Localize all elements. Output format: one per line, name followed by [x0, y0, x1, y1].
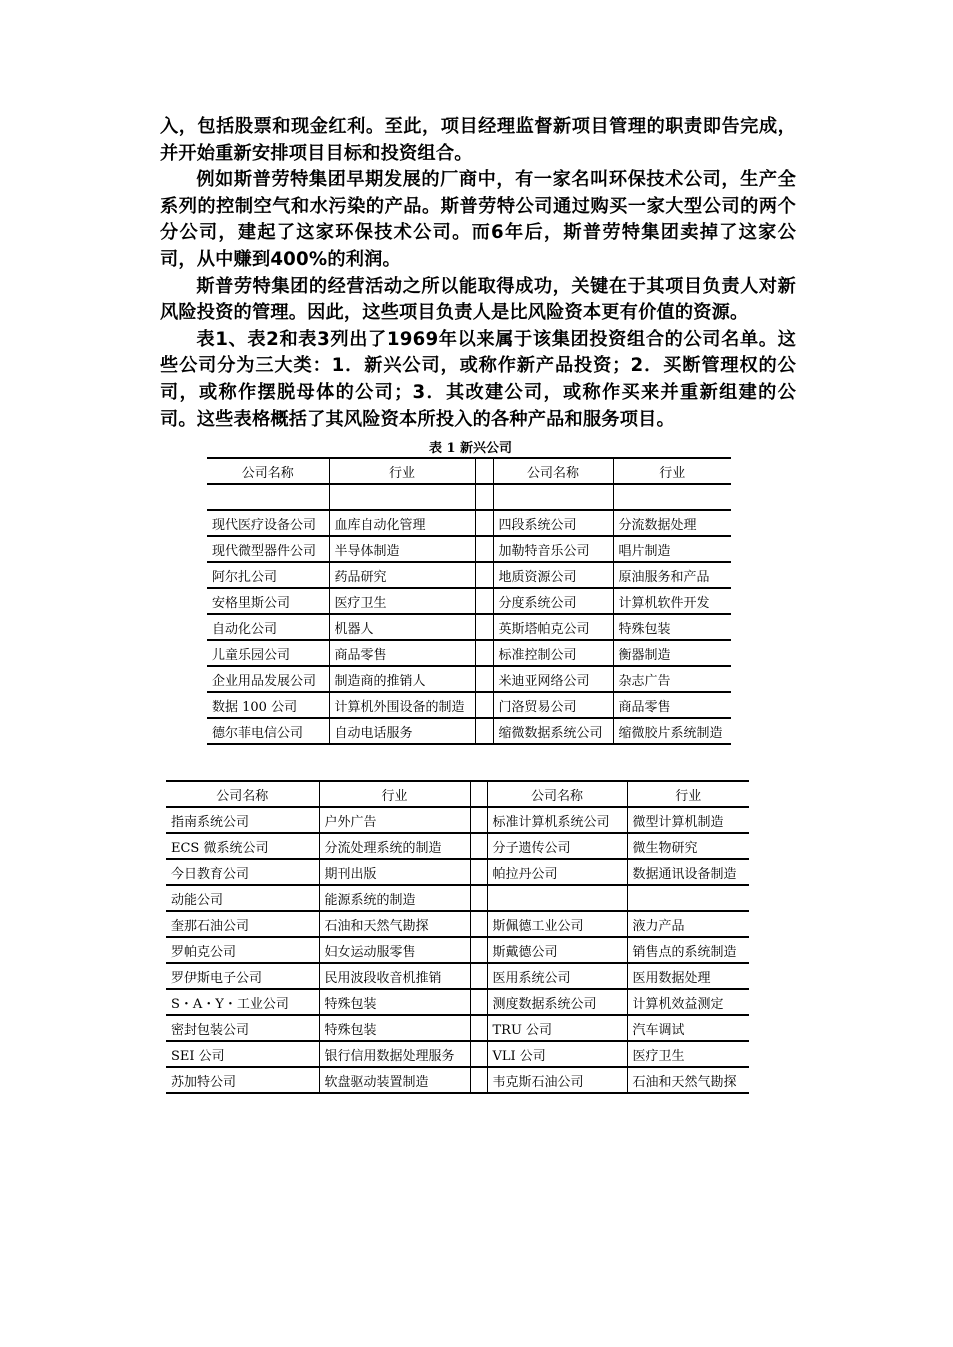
table-cell: VLI 公司 — [487, 1041, 627, 1067]
header-cell: 行业 — [329, 458, 475, 484]
table-cell: 米迪亚网络公司 — [493, 666, 613, 692]
column-gap — [475, 718, 493, 744]
table-row — [207, 510, 731, 536]
table-cell: 妇女运动服零售 — [319, 937, 470, 963]
table-cell: 自动电话服务 — [329, 718, 475, 744]
table-cell: 唱片制造 — [613, 536, 731, 562]
paragraph-2: 例如斯普劳特集团早期发展的厂商中，有一家名叫环保技术公司，生产全系列的控制空气和水污染的产品。斯普劳特公司通过购买一家大型公司的两个分公司，建起了这家环保技术公司。而6年后，斯普劳特集团卖掉了这家公司，从中赚到400%的利润。 — [160, 169, 796, 270]
table-header-row — [207, 458, 731, 484]
table-cell: S・A・Y・工业公司 — [166, 989, 319, 1015]
table-cell: 指南系统公司 — [166, 807, 319, 833]
table-cell: 罗帕克公司 — [166, 937, 319, 963]
column-gap — [475, 666, 493, 692]
table-cell: 药品研究 — [329, 562, 475, 588]
table-cell: 密封包装公司 — [166, 1015, 319, 1041]
table-cell: SEI 公司 — [166, 1041, 319, 1067]
table-cell: 银行信用数据处理服务 — [319, 1041, 470, 1067]
table-cell: 血库自动化管理 — [329, 510, 475, 536]
table-row — [166, 1041, 749, 1067]
table-cell: TRU 公司 — [487, 1015, 627, 1041]
table-cell: 分子遗传公司 — [487, 833, 627, 859]
column-gap — [470, 859, 487, 885]
table-row — [166, 833, 749, 859]
body-text — [160, 114, 796, 433]
table-cell: 医疗卫生 — [627, 1041, 749, 1067]
column-gap — [470, 1067, 487, 1093]
table-cell: 动能公司 — [166, 885, 319, 911]
paragraph-3: 斯普劳特集团的经营活动之所以能取得成功，关键在于其项目负责人对新风险投资的管理。因此，这些项目负责人是比风险资本更有价值的资源。 — [160, 275, 796, 324]
table-cell: 计算机效益测定 — [627, 989, 749, 1015]
table-cell: 标准计算机系统公司 — [487, 807, 627, 833]
table-cell — [627, 885, 749, 911]
table-cell: 医疗卫生 — [329, 588, 475, 614]
table-cell: 儿童乐园公司 — [207, 640, 329, 666]
table-cell: 奎那石油公司 — [166, 911, 319, 937]
table-cell: 数据 100 公司 — [207, 692, 329, 718]
table-cell: 汽车调试 — [627, 1015, 749, 1041]
column-gap — [470, 1015, 487, 1041]
table-cell: 德尔菲电信公司 — [207, 718, 329, 744]
column-gap — [470, 937, 487, 963]
table-cell — [329, 484, 475, 510]
table-row — [166, 885, 749, 911]
table-cell: 衡器制造 — [613, 640, 731, 666]
table-cell: 分度系统公司 — [493, 588, 613, 614]
table-row — [166, 963, 749, 989]
table-cell: 斯佩德工业公司 — [487, 911, 627, 937]
column-gap — [470, 989, 487, 1015]
header-cell: 公司名称 — [207, 458, 329, 484]
table-cell: 缩微胶片系统制造 — [613, 718, 731, 744]
table-cell: 微型计算机制造 — [627, 807, 749, 833]
table-cell: 斯戴德公司 — [487, 937, 627, 963]
table-cell: 帕拉丹公司 — [487, 859, 627, 885]
table-row — [166, 937, 749, 963]
header-cell: 行业 — [627, 781, 749, 807]
table-row — [207, 692, 731, 718]
column-gap — [470, 807, 487, 833]
table-row — [207, 666, 731, 692]
table-cell: 今日教育公司 — [166, 859, 319, 885]
table-cell: 商品零售 — [613, 692, 731, 718]
column-gap — [470, 885, 487, 911]
table-cell — [207, 484, 329, 510]
table-cell: 医用系统公司 — [487, 963, 627, 989]
table-cell: 安格里斯公司 — [207, 588, 329, 614]
table-cell: 计算机软件开发 — [613, 588, 731, 614]
header-cell: 公司名称 — [166, 781, 319, 807]
table-cell: 液力产品 — [627, 911, 749, 937]
column-gap — [470, 963, 487, 989]
header-cell: 行业 — [319, 781, 470, 807]
table-cell — [493, 484, 613, 510]
column-gap — [475, 692, 493, 718]
table-cell: 特殊包装 — [319, 989, 470, 1015]
column-gap — [475, 614, 493, 640]
table-cell: 特殊包装 — [319, 1015, 470, 1041]
table-row — [207, 484, 731, 510]
paragraph-4: 表1、表2和表3列出了1969年以来属于该集团投资组合的公司名单。这些公司分为三大类：1．新兴公司，或称作新产品投资；2．买断管理权的公司，或称作摆脱母体的公司；3．其改建公司，或称作买来并重新组建的公司。这些表格概括了其风险资本所投入的各种产品和服务项目。 — [160, 328, 796, 430]
header-cell: 公司名称 — [487, 781, 627, 807]
table-row — [207, 718, 731, 744]
table-cell: 特殊包装 — [613, 614, 731, 640]
table-cell: 微生物研究 — [627, 833, 749, 859]
table-cell: 缩微数据系统公司 — [493, 718, 613, 744]
column-gap — [470, 911, 487, 937]
table-cell: 地质资源公司 — [493, 562, 613, 588]
table-row — [166, 1015, 749, 1041]
table-cell: 商品零售 — [329, 640, 475, 666]
table-cell: 现代医疗设备公司 — [207, 510, 329, 536]
column-gap — [475, 484, 493, 510]
table-cell: 自动化公司 — [207, 614, 329, 640]
table-row — [207, 640, 731, 666]
table-cell: 分流处理系统的制造 — [319, 833, 470, 859]
table-cell: 企业用品发展公司 — [207, 666, 329, 692]
table-row — [166, 1067, 749, 1093]
column-gap — [475, 588, 493, 614]
table-row — [166, 911, 749, 937]
table-cell: 标准控制公司 — [493, 640, 613, 666]
table-cell: 英斯塔帕克公司 — [493, 614, 613, 640]
column-gap — [475, 458, 493, 484]
table-cell: 门洛贸易公司 — [493, 692, 613, 718]
table-cell: 户外广告 — [319, 807, 470, 833]
table-cell: 能源系统的制造 — [319, 885, 470, 911]
table-cell: 医用数据处理 — [627, 963, 749, 989]
table-cell: 原油服务和产品 — [613, 562, 731, 588]
table-cell: 制造商的推销人 — [329, 666, 475, 692]
paragraph-1: 入，包括股票和现金红利。至此，项目经理监督新项目管理的职责即告完成，并开始重新安排项目目标和投资组合。 — [160, 116, 796, 164]
table-cell: 石油和天然气勘探 — [627, 1067, 749, 1093]
table-row — [207, 588, 731, 614]
column-gap — [475, 562, 493, 588]
table-cell: 苏加特公司 — [166, 1067, 319, 1093]
table-1 — [207, 457, 731, 745]
table-cell — [487, 885, 627, 911]
table-cell: 销售点的系统制造 — [627, 937, 749, 963]
column-gap — [470, 1041, 487, 1067]
table-cell: 现代微型器件公司 — [207, 536, 329, 562]
table-cell: 阿尔扎公司 — [207, 562, 329, 588]
table-cell: 测度数据系统公司 — [487, 989, 627, 1015]
table-cell: 计算机外围设备的制造 — [329, 692, 475, 718]
header-cell: 行业 — [613, 458, 731, 484]
header-cell: 公司名称 — [493, 458, 613, 484]
table-cell: 软盘驱动装置制造 — [319, 1067, 470, 1093]
column-gap — [475, 536, 493, 562]
column-gap — [470, 781, 487, 807]
table-cell: 期刊出版 — [319, 859, 470, 885]
table-row — [166, 807, 749, 833]
table-cell: 半导体制造 — [329, 536, 475, 562]
table-2 — [166, 780, 749, 1094]
table-cell — [613, 484, 731, 510]
table-row — [207, 536, 731, 562]
table-cell: 数据通讯设备制造 — [627, 859, 749, 885]
table-cell: 分流数据处理 — [613, 510, 731, 536]
table-cell: 杂志广告 — [613, 666, 731, 692]
table-row — [207, 614, 731, 640]
table-cell: 石油和天然气勘探 — [319, 911, 470, 937]
table-row — [166, 989, 749, 1015]
table-row — [207, 562, 731, 588]
table-cell: 罗伊斯电子公司 — [166, 963, 319, 989]
column-gap — [470, 833, 487, 859]
table-1-caption: 表 1 新兴公司 — [428, 441, 513, 456]
table-cell: 四段系统公司 — [493, 510, 613, 536]
table-cell: ECS 微系统公司 — [166, 833, 319, 859]
column-gap — [475, 640, 493, 666]
table-row — [166, 859, 749, 885]
table-cell: 机器人 — [329, 614, 475, 640]
column-gap — [475, 510, 493, 536]
table-cell: 韦克斯石油公司 — [487, 1067, 627, 1093]
table-cell: 民用波段收音机推销 — [319, 963, 470, 989]
table-cell: 加勒特音乐公司 — [493, 536, 613, 562]
table-header-row — [166, 781, 749, 807]
